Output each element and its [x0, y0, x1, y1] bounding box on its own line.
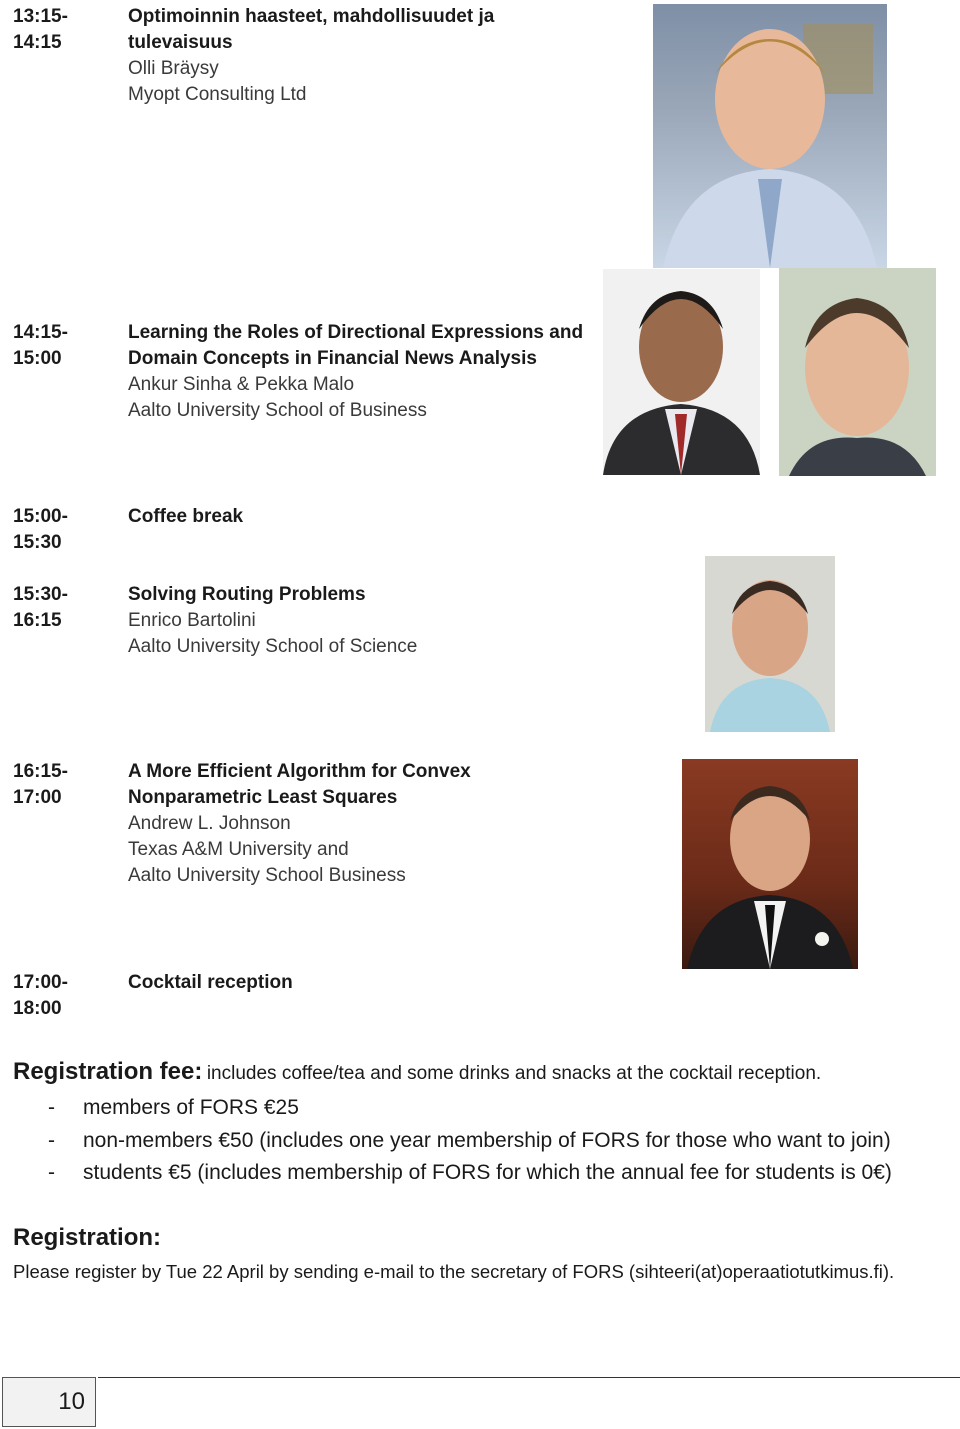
speaker-photo-olli-braysy [653, 4, 887, 268]
speaker-affiliation: Texas A&M University and [128, 839, 349, 860]
list-bullet: - [48, 1128, 55, 1152]
session-title [128, 320, 598, 372]
registration-heading: Registration: [13, 1224, 162, 1251]
speaker-photo-pekka-malo [779, 268, 936, 476]
session-info [128, 504, 588, 530]
time-end: 15:00 [13, 348, 62, 369]
fee-item-text: non-members €50 (includes one year membership of FORS for those who want to join) [83, 1128, 891, 1152]
session-title [128, 504, 588, 530]
time-start: 13:15- [13, 6, 68, 27]
speaker-photo-ankur-sinha [603, 269, 760, 475]
speaker-affiliation: Aalto University School Business [128, 865, 406, 886]
registration-fee [13, 1056, 948, 1091]
speaker-affiliation: Aalto University School of Business [128, 400, 427, 421]
session-time [13, 582, 113, 634]
registration [13, 1222, 948, 1287]
title-line: Learning the Roles of Directional Expressions and [128, 322, 584, 343]
registration-text: Please register by Tue 22 April by sending e-mail to the secretary of FORS (sihteeri(at)operaatiotutkimus.fi). [13, 1261, 895, 1282]
time-start: 14:15- [13, 322, 68, 343]
session-info [128, 320, 598, 424]
speaker-affiliation: Aalto University School of Science [128, 636, 418, 657]
session-title [128, 759, 588, 811]
list-item [13, 1159, 948, 1192]
page-number: 10 [2, 1377, 96, 1427]
list-item [13, 1094, 948, 1127]
title-line: Solving Routing Problems [128, 584, 366, 605]
title-line: tulevaisuus [128, 32, 233, 53]
session-time [13, 4, 113, 56]
session-time [13, 504, 113, 556]
footer-rule [98, 1377, 960, 1378]
time-end: 17:00 [13, 787, 62, 808]
time-start: 15:30- [13, 584, 68, 605]
title-line: A More Efficient Algorithm for Convex [128, 761, 471, 782]
session-time [13, 759, 113, 811]
title-line: Domain Concepts in Financial News Analysis [128, 348, 537, 369]
speaker-photo-andrew-johnson [682, 759, 858, 969]
speaker-name: Olli Bräysy [128, 58, 219, 79]
time-end: 15:30 [13, 532, 62, 553]
speaker-affiliation: Myopt Consulting Ltd [128, 84, 307, 105]
time-start: 17:00- [13, 972, 68, 993]
session-info [128, 759, 588, 889]
list-bullet: - [48, 1096, 55, 1119]
session-title [128, 970, 588, 996]
title-line: Cocktail reception [128, 972, 293, 993]
fee-item-text: students €5 (includes membership of FORS for which the annual fee for students is 0€) [83, 1161, 892, 1184]
session-time [13, 320, 113, 372]
speaker-name: Enrico Bartolini [128, 610, 256, 631]
time-end: 18:00 [13, 998, 62, 1019]
time-start: 15:00- [13, 506, 68, 527]
list-bullet: - [48, 1161, 55, 1184]
registration-fee-heading: Registration fee: [13, 1058, 203, 1085]
time-end: 14:15 [13, 32, 62, 53]
session-title [128, 582, 588, 608]
session-info [128, 4, 588, 108]
speaker-name: Ankur Sinha & Pekka Malo [128, 374, 355, 395]
speaker-photo-enrico-bartolini [705, 556, 835, 732]
title-line: Nonparametric Least Squares [128, 787, 398, 808]
speaker-name: Andrew L. Johnson [128, 813, 291, 834]
session-time [13, 970, 113, 1022]
session-info [128, 582, 588, 660]
registration-fee-text: includes coffee/tea and some drinks and snacks at the cocktail reception. [206, 1063, 822, 1084]
fee-item-text: members of FORS €25 [83, 1096, 299, 1119]
time-end: 16:15 [13, 610, 62, 631]
time-start: 16:15- [13, 761, 68, 782]
fee-list [13, 1094, 948, 1192]
session-info [128, 970, 588, 996]
title-line: Coffee break [128, 506, 244, 527]
title-line: Optimoinnin haasteet, mahdollisuudet ja [128, 6, 495, 27]
list-item [13, 1127, 948, 1160]
session-title [128, 4, 588, 56]
